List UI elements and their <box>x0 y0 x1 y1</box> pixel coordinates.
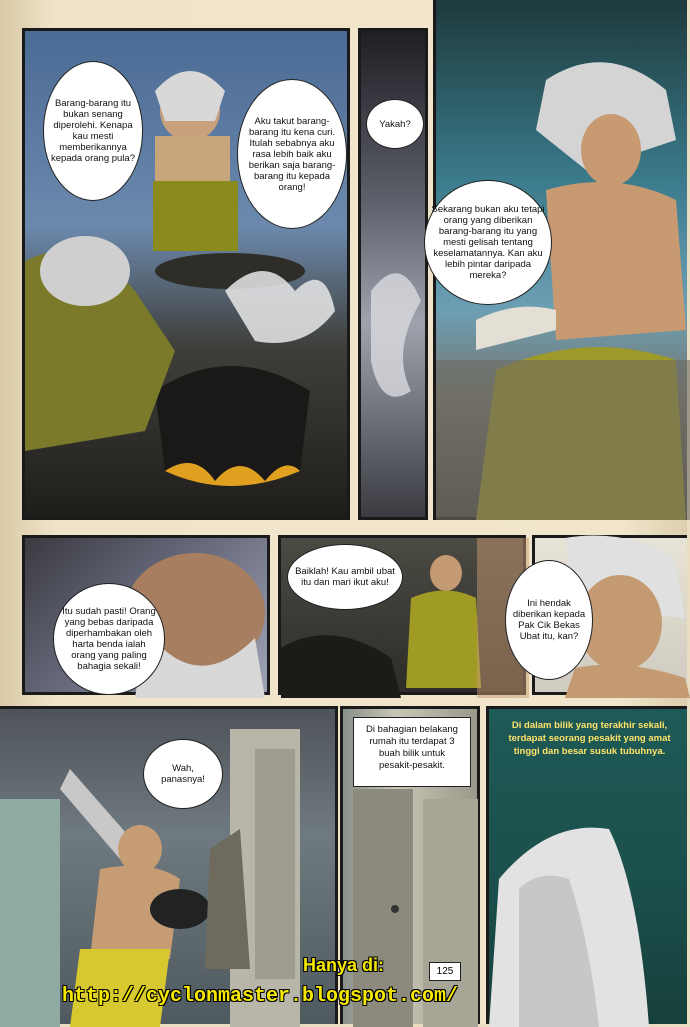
panel-2 <box>358 28 428 520</box>
speech-bubble: Barang-barang itu bukan senang diperolehi. Kenapa kau mesti memberikannya kepada orang pula? <box>43 61 143 201</box>
speech-bubble: Yakah? <box>366 99 424 149</box>
footer-url[interactable]: http://cyclonmaster.blogspot.com/ <box>61 985 459 1008</box>
panel-1 <box>22 28 350 520</box>
speech-bubble: Aku takut barang-barang itu kena curi. Itulah sebabnya aku rasa lebih baik aku berikan saja barang-barang itu kepada orang! <box>237 79 347 229</box>
panel-9 <box>486 706 687 1024</box>
narration-caption: Di dalam bilik yang terakhir sekali, terdapat seorang pesakit yang amat tinggi dan besar susuk tubuhnya. <box>508 720 671 757</box>
panel-6 <box>512 535 687 695</box>
panel-7 <box>0 706 338 1024</box>
footer-label: Hanya di: <box>302 955 385 975</box>
speech-bubble: Sekarang bukan aku tetapi orang yang diberikan barang-barang itu yang mesti gelisah tentang keselamatannya. Kan aku lebih pintar daripada mereka? <box>424 180 552 305</box>
panel-4 <box>22 535 270 695</box>
speech-bubble: Ini hendak diberikan kepada Pak Cik Bekas Ubat itu, kan? <box>505 560 593 680</box>
speech-bubble: Itu sudah pasti! Orang yang bebas daripada diperhambakan oleh harta benda ialah orang yang paling bahagia sekali! <box>53 583 165 695</box>
panel-5 <box>278 535 526 695</box>
narration-caption: Di bahagian belakang rumah itu terdapat 3 buah bilik untuk pesakit-pesakit. <box>353 717 471 787</box>
panel-3 <box>433 0 687 520</box>
panel-8 <box>340 706 480 1024</box>
page-number: 125 <box>429 962 461 981</box>
speech-bubble: Baiklah! Kau ambil ubat itu dan mari ikut aku! <box>287 544 403 610</box>
speech-bubble: Wah, panasnya! <box>143 739 223 809</box>
